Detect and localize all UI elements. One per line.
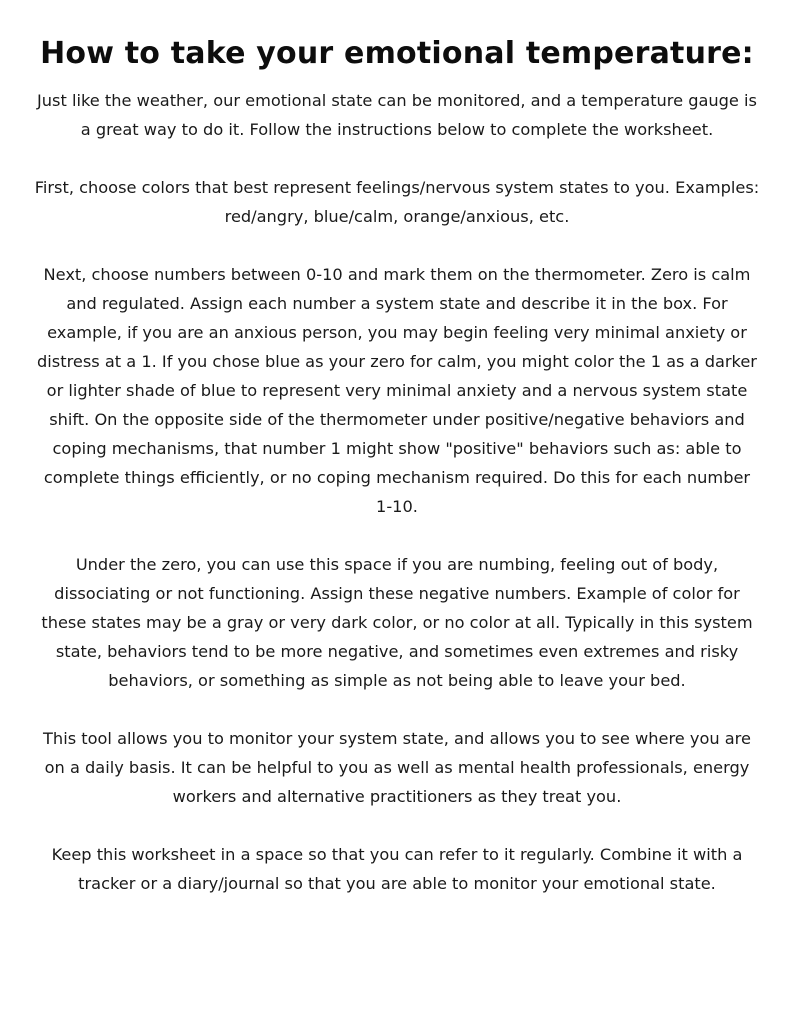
intro-paragraph: Just like the weather, our emotional state can be monitored, and a temperature gauge is a great way to do it. Follow the instructions below to complete the worksheet. (37, 91, 757, 139)
numbers-paragraph: Next, choose numbers between 0-10 and mark them on the thermometer. Zero is calm and regulated. Assign each number a system state and describe it in the box. For example, if you are an anxious person, you may begin feeling very minimal anxiety or distress at a 1. If you chose blue as your zero for calm, you might color the 1 as a darker or lighter shade of blue to represent very minimal anxiety and a nervous system state shift. On the opposite side of the thermometer under positive/negative behaviors and coping mechanisms, that number 1 might show "positive" behaviors such as: able to complete things efficiently, or no coping mechanism required. Do this for each number 1-10. (37, 265, 757, 516)
page-title: How to take your emotional temperature: (40, 36, 754, 71)
tool-purpose-paragraph: This tool allows you to monitor your system state, and allows you to see where you are on a daily basis. It can be helpful to you as well as mental health professionals, energy workers and alternative practitioners as they treat you. (43, 729, 751, 806)
under-zero-paragraph: Under the zero, you can use this space if you are numbing, feeling out of body, dissociating or not functioning. Assign these negative numbers. Example of color for these states may be a gray or very dark color, or no color at all. Typically in this system state, behaviors tend to be more negative, and sometimes even extremes and risky behaviors, or something as simple as not being able to leave your bed. (41, 555, 753, 690)
colors-paragraph: First, choose colors that best represent feelings/nervous system states to you. Examples: red/angry, blue/calm, orange/anxious, etc. (34, 178, 760, 226)
keep-worksheet-paragraph: Keep this worksheet in a space so that you can refer to it regularly. Combine it with a tracker or a diary/journal so that you are able to monitor your emotional state. (51, 845, 743, 893)
